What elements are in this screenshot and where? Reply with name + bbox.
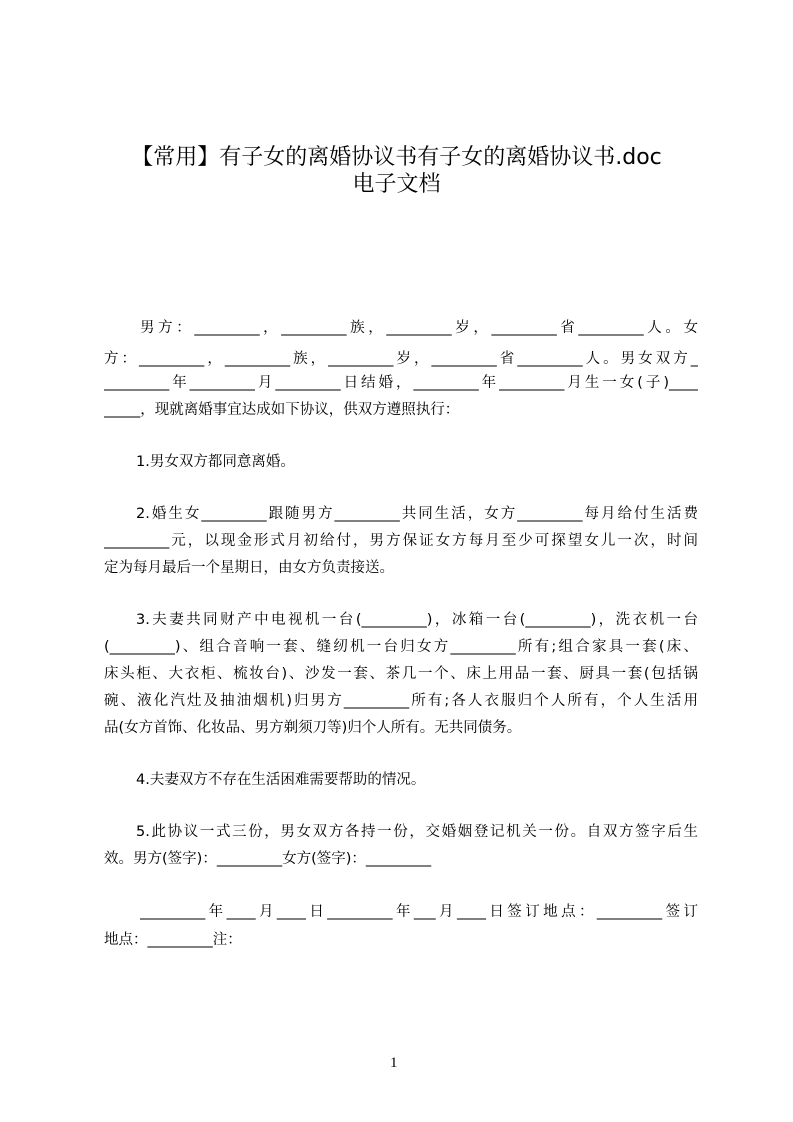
text-line: 4.夫妻双方不存在生活困难需要帮助的情况。 — [136, 772, 426, 788]
text-line: _____，现就离婚事宜达成如下协议，供双方遵照执行： — [104, 402, 460, 418]
text-line: 3.夫妻共同财产中电视机一台(_________)，冰箱一台(_________)，洗衣机一台 — [136, 612, 698, 628]
document-title-line-2: 电子文档 — [352, 172, 441, 197]
text-line: _________年____月____日_________年___月____日签订地点：_________签订 — [140, 904, 698, 920]
document-title-line-1: 【常用】有子女的离婚协议书有子女的离婚协议书.doc — [131, 145, 662, 170]
text-line: 床头柜、大衣柜、梳妆台)、沙发一套、茶几一个、床上用品一套、厨具一套(包括锅 — [104, 666, 698, 682]
text-line: 定为每月最后一个星期日，由女方负责接送。 — [104, 560, 394, 576]
text-line: 品(女方首饰、化妆品、男方剃须刀等)归个人所有。无共同债务。 — [104, 720, 522, 736]
text-line: 1.男女双方都同意离婚。 — [136, 454, 295, 470]
text-line: 5.此协议一式三份，男女双方各持一份，交婚姻登记机关一份。自双方签字后生 — [136, 824, 698, 840]
text-line: 地点：_________注： — [104, 932, 242, 948]
text-line: 2.婚生女_________跟随男方_________共同生活，女方_________每月给付生活费 — [136, 506, 698, 522]
page-number: 1 — [390, 1055, 398, 1071]
text-line: _________年_________月_________日结婚，_________年_________月生一女(子)____ — [104, 375, 698, 391]
text-line: 方：_________，_________族，_________岁，_________省_________人。男女双方_ — [104, 351, 698, 367]
text-line: (_________)、组合音响一套、缝纫机一台归女方_________所有;组合家具一套(床、 — [104, 639, 698, 655]
text-line: _________元，以现金形式月初给付，男方保证女方每月至少可探望女儿一次，时间 — [104, 533, 698, 549]
text-line: 男方：_________，_________族，_________岁，_________省_________人。女 — [140, 320, 698, 336]
text-line: 效。男方(签字)：_________女方(签字)：_________ — [104, 851, 432, 867]
text-line: 碗、液化汽灶及抽油烟机)归男方_________所有;各人衣服归个人所有，个人生活用 — [104, 693, 698, 709]
